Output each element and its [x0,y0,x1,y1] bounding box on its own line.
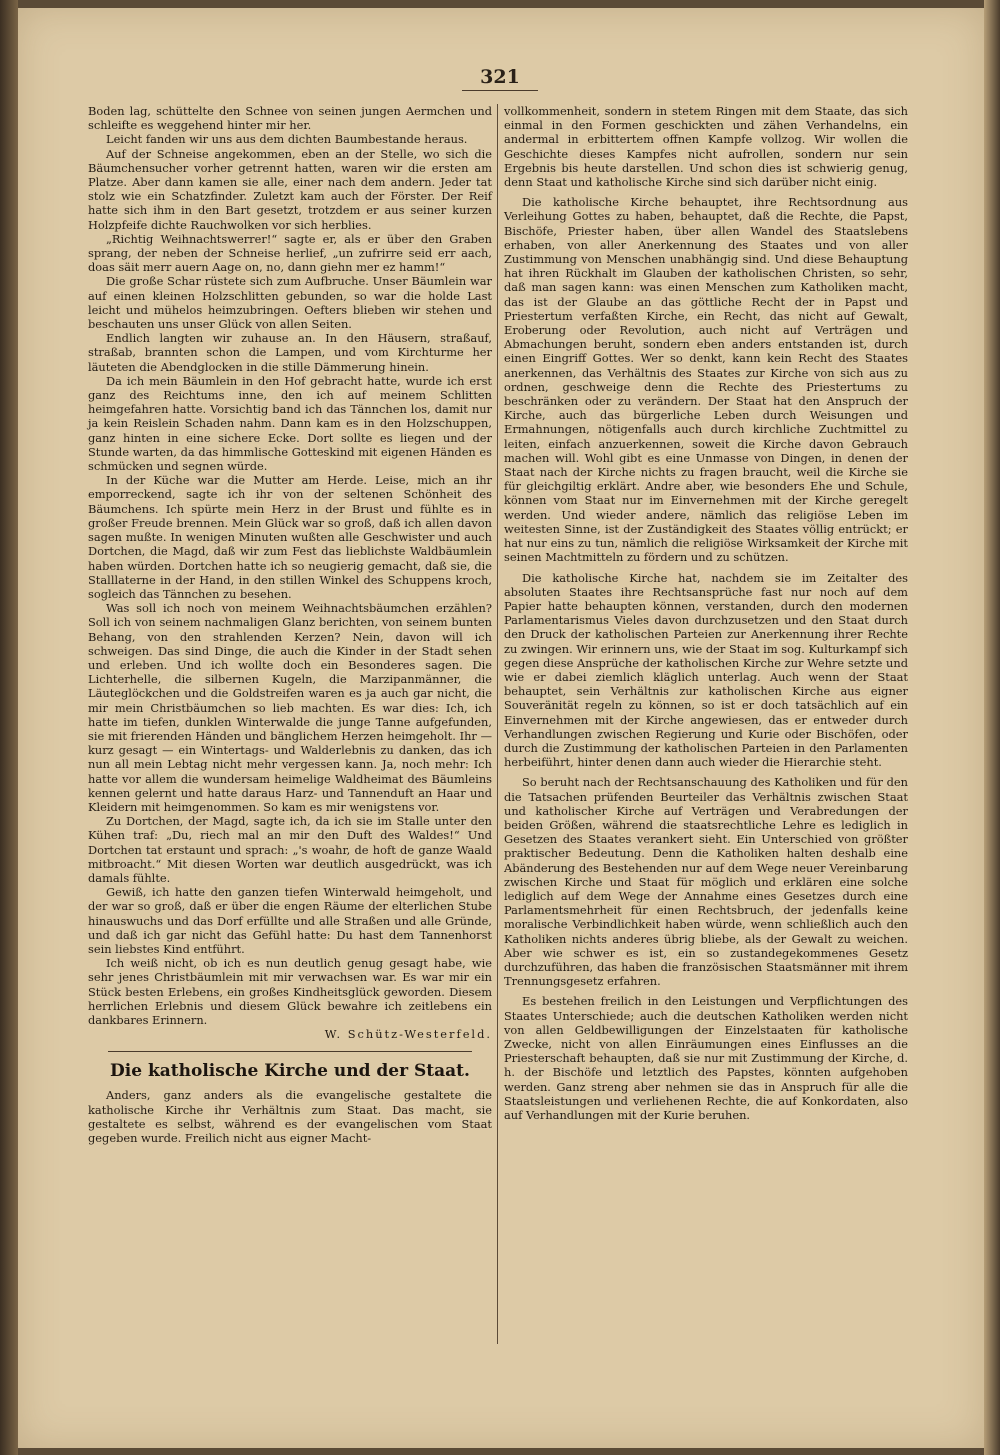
paragraph: „Richtig Weihnachtswerrer!“ sagte er, als er über den Graben sprang, der neben der Schneise herlief, „un zufrirre seid err aach, doas säit merr auern Aage on, no, dann giehn mer ez hamm!“ [88,231,492,275]
paragraph: So beruht nach der Rechtsanschauung des Katholiken und für den die Tatsachen prüfenden Beurteiler das Verhältnis zwischen Staat und katholischer Kirche auf Verträgen und Verabredungen der beiden Größen, während die staatsrechtliche Lehre es lediglich in Gesetzen des Staates verankert sieht. Ein Unterschied von größter praktischer Bedeutung. Denn die Katholiken halten deshalb eine Abänderung des Bestehenden nur auf dem Wege neuer Vereinbarung zwischen Kirche und Staat für möglich und erklären eine solche lediglich auf dem Wege der Annahme eines Gesetzes durch eine Parlamentsmehrheit für einen Rechtsbruch, der jedenfalls keine moralische Verbindlichkeit haben würde, wenn schließlich auch den Katholiken nichts anderes übrig bliebe, als der Gewalt zu weichen. Aber wie schwer es ist, ein so zustandegekommenes Gesetz durchzuführen, das haben die französischen Staatsmänner mit ihrem Trennungsgesetz erfahren. [504,775,908,989]
paragraph: Die große Schar rüstete sich zum Aufbruche. Unser Bäumlein war auf einen kleinen Holzschlitten gebunden, so war die holde Last leicht und mühelos heimzubringen. Oefters blieben wir stehen und beschauten uns unser Glück von allen Seiten. [88,274,492,332]
author-signature: W. Schütz-Westerfeld. [324,1027,492,1042]
paragraph: Es bestehen freilich in den Leistungen und Verpflichtungen des Staates Unterschiede; auch die deutschen Katholiken werden nicht von allen Geldbewilligungen der Einzelstaaten für katholische Zwecke, nicht von allen Einräumungen eines Einflusses an die Priesterschaft behaupten, daß sie nur mit Zustimmung der Kirche, d. h. der Bischöfe und letztlich des Papstes, könnten aufgehoben werden. Ganz streng aber nehmen sie das in Anspruch für alle die Staatsleistungen und verliehenen Rechte, die auf Konkordaten, also auf Verhandlungen mit der Kurie beruhen. [504,994,908,1123]
paragraph: Da ich mein Bäumlein in den Hof gebracht hatte, wurde ich erst ganz des Reichtums inne, den ich auf meinem Schlitten heimgefahren hatte. Vorsichtig band ich das Tännchen los, damit nur ja kein Reislein Schaden nahm. Dann kam es in den Holzschuppen, ganz hinten in eine sichere Ecke. Dort sollte es liegen und der Stunde warten, da das himmlische Gotteskind mit eigenen Händen es schmücken und segnen würde. [88,373,492,474]
column-divider [497,104,498,1344]
paragraph: In der Küche war die Mutter am Herde. Leise, mich an ihr emporreckend, sagte ich ihr von der seltenen Schönheit des Bäumchens. Ich spürte mein Herz in der Brust und fühlte es in großer Freude brennen. Mein Glück war so groß, daß ich allen davon sagen mußte. In wenigen Minuten wußten alle Geschwister und auch Dortchen, die Magd, daß wir zum Fest das lieblichste Waldbäumlein haben würden. Dortchen hatte ich so neugierig gemacht, daß sie, die Stalllaterne in der Hand, in den stillen Winkel des Schuppens kroch, sogleich das Tännchen zu besehen. [88,473,492,601]
page-number: 321 [480,66,520,88]
paragraph: Endlich langten wir zuhause an. In den Häusern, straßauf, straßab, brannten schon die Lampen, und vom Kirchturme her läuteten die Abendglocken in die stille Dämmerung hinein. [88,331,492,374]
article-separator-rule [108,1051,472,1052]
article-title: Die katholische Kirche und der Staat. [110,1061,470,1082]
page-right-edge [984,0,1000,1455]
right-column [504,104,908,1122]
paragraph: Die katholische Kirche hat, nachdem sie im Zeitalter des absoluten Staates ihre Rechtsansprüche fast nur noch auf dem Papier hatte behaupten können, verstanden, durch den modernen Parlamentarismus Vieles davon durchzusetzen und den Staat durch den Druck der katholischen Parteien zur Anerkennung ihrer Rechte zu zwingen. Wir erinnern uns, wie der Staat im sog. Kulturkampf sich gegen diese Ansprüche der katholischen Kirche zur Wehre setzte und wie er dabei ziemlich kläglich unterlag. Auch wenn der Staat behauptet, sein Verhältnis zur katholischen Kirche aus eigner Souveränität regeln zu können, so ist er doch tatsächlich auf ein Einvernehmen mit der Kirche angewiesen, das er entweder durch Verhandlungen zwischen Regierung und Kurie oder Bischöfen, oder durch die Zustimmung der katholischen Parteien in den Parlamenten herbeiführt, hinter denen dann auch wieder die Hierarchie steht. [504,570,908,770]
paragraph: Was soll ich noch von meinem Weihnachtsbäumchen erzählen? Soll ich von seinem nachmaligen Glanz berichten, von seinem bunten Behang, von den strahlenden Kerzen? Nein, davon will ich schweigen. Das sind Dinge, die auch die Kinder in der Stadt sehen und erleben. Und ich wollte doch ein Besonderes sagen. Die Lichterhelle, die silbernen Kugeln, die Marzipanmänner, die Läuteglöckchen und die Goldstreifen waren es ja auch gar nicht, die mir mein Christbäumchen so lieb machten. Es war dies: Ich, ich hatte im tiefen, dunklen Winterwalde die junge Tanne aufgefunden, sie mit frierenden Händen und bänglichem Herzen heimgeholt. Ihr — kurz gesagt — ein Wintertags- und Walderlebnis zu danken, das ich nun all mein Lebtag nicht mehr vergessen kann. Ja, noch mehr: Ich hatte vor allem die wundersam heimelige Waldheimat des Bäumleins kennen gelernt und hatte daraus Harz- und Tannenduft an Haar und Kleidern mit heimgenommen. So kam es mir wenigstens vor. [88,601,492,814]
paragraph: Leicht fanden wir uns aus dem dichten Baumbestande heraus. [106,132,468,147]
paragraph: Anders, ganz anders als die evangelische gestaltete die katholische Kirche ihr Verhältnis zum Staat. Das macht, sie gestaltete es selbst, während es der evangelischen vom Staat gegeben wurde. Freilich nicht aus eigner Macht- [88,1088,492,1146]
paragraph: Auf der Schneise angekommen, eben an der Stelle, wo sich die Bäumchensucher vorher getrennt hatten, waren wir die ersten am Platze. Aber dann kamen sie alle, einer nach dem andern. Jeder tat stolz wie ein Schatzfinder. Zuletzt kam auch der Förster. Der Reif hatte sich ihm in den Bart gesetzt, trotzdem er aus seiner kurzen Holzpfeife dichte Rauchwolken vor sich herblies. [88,146,492,232]
paragraph: Zu Dortchen, der Magd, sagte ich, da ich sie im Stalle unter den Kühen traf: „Du, riech mal an mir den Duft des Waldes!“ Und Dortchen tat erstaunt und sprach: „'s woahr, de hoft de ganze Waald mitbroacht.“ Mit diesen Worten war deutlich ausgedrückt, was ich damals fühlte. [88,814,492,885]
paragraph: Ich weiß nicht, ob ich es nun deutlich genug gesagt habe, wie sehr jenes Christbäumlein mit mir verwachsen war. Es war mir ein Stück besten Erlebens, ein großes Kindheitsglück geworden. Diesem herrlichen Erlebnis und diesem Glück bewahre ich zeitlebens ein dankbares Erinnern. [88,956,492,1027]
paragraph: vollkommenheit, sondern in stetem Ringen mit dem Staate, das sich einmal in den Formen geschickten und zähen Verhandelns, ein andermal in erbittertem offnen Kampfe vollzog. Wir wollen die Geschichte dieses Kampfes nicht aufrollen, sondern nur sein Ergebnis bis heute darstellen. Und schon dies ist schwierig genug, denn Staat und katholische Kirche sind sich darüber nicht einig. [504,104,908,190]
paragraph: Die katholische Kirche behauptet, ihre Rechtsordnung aus Verleihung Gottes zu haben, behauptet, daß die Rechte, die Papst, Bischöfe, Priester haben, über allen Wandel des Staatslebens erhaben, von aller Anerkennung des Staates und von aller Zustimmung von Menschen unabhängig sind. Und diese Behauptung hat ihren Rückhalt im Glauben der katholischen Christen, so sehr, daß man sagen kann: was einen Menschen zum Katholiken macht, das ist der Glaube an das göttliche Recht der in Papst und Priestertum verfaßten Kirche, ein Recht, das nicht auf Gewalt, Eroberung oder Revolution, auch nicht auf Verträgen und Abmachungen beruht, sondern eben anders entstanden ist, durch einen Eingriff Gottes. Wer so denkt, kann kein Recht des Staates anerkennen, das Verhältnis des Staates zur Kirche von sich aus zu ordnen, geschweige denn die Rechte des Priestertums zu beschränken oder zu verändern. Der Staat hat den Anspruch der Kirche, auch das bürgerliche Leben durch Weisungen und Ermahnungen, nötigenfalls auch durch kirchliche Zuchtmittel zu leiten, einfach anzuerkennen, soweit die Kirche davon Gebrauch machen will. Wohl gibt es eine Unmasse von Dingen, in denen der Staat nach der Kirche nichts zu fragen braucht, weil die Kirche sie für gleichgiltig erklärt. Andre aber, wie besonders Ehe und Schule, können vom Staat nur im Einvernehmen mit der Kirche geregelt werden. Und wieder andere, nämlich das religiöse Leben im weitesten Sinne, ist der Zuständigkeit des Staates völlig entrückt; er hat nur eins zu tun, nämlich die religiöse Wirksamkeit der Kirche mit seinen Machtmitteln zu fördern und zu schützen. [504,195,908,565]
paragraph: Boden lag, schüttelte den Schnee von seinen jungen Aermchen und schleifte es weggehend hinter mir her. [88,104,492,133]
page-number-rule [462,90,538,91]
left-column [88,104,492,1145]
book-spine-shadow [0,0,18,1455]
paragraph: Gewiß, ich hatte den ganzen tiefen Winterwald heimgeholt, und der war so groß, daß er über die engen Räume der elterlichen Stube hinauswuchs und das Dorf erfüllte und alle Straßen und alle Gründe, und daß ich gar nicht das Gefühl hatte: Du hast dem Tannenhorst sein liebstes Kind entführt. [88,885,492,956]
